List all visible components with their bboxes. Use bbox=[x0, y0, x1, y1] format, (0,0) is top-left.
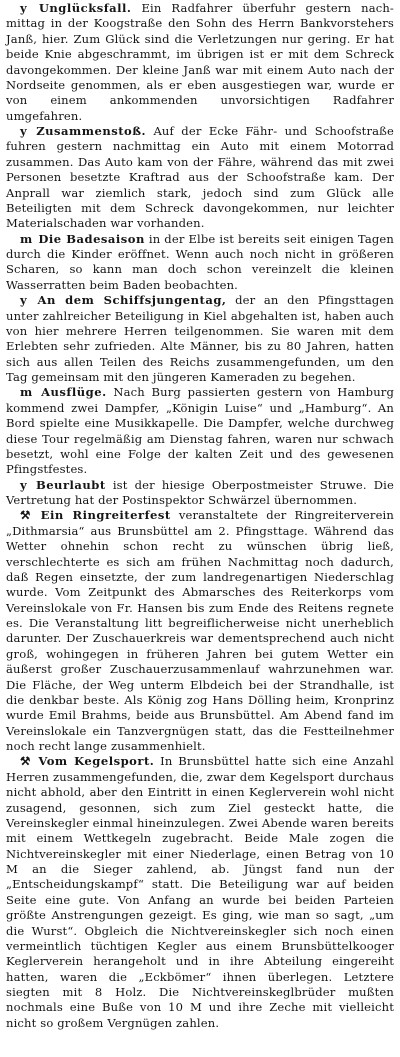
article-body: in der Elbe ist bereits seit einigen Tagen durch die Kinder eröffnet. Wenn auch noch nicht in größeren Scharen, so kann man doch schon vereinzelt die kleinen Wasserratten beim Baden beobachten. bbox=[6, 231, 395, 292]
article-ausfluege bbox=[6, 385, 394, 477]
article-ringreiterfest bbox=[6, 508, 394, 754]
article-headline: Vom Kegelsport. bbox=[38, 754, 155, 769]
article-body: Nach Burg passierten gestern von Hamburg kommend zwei Dampfer, „Königin Luise“ und „Hamburg“. An Bord spielte eine Musikkapelle. Die Dampfer, welche durchweg diese Tour regelmäßig am Dienstag fahren, waren nur schwach besetzt, wohl eine Folge der kalten Zeit und des gewesenen Pfingstfestes. bbox=[6, 385, 394, 477]
article-body: veranstaltete der Ringreiterverein „Dithmarsia“ aus Brunsbüttel am 2. Pfingsttage. Während das Wetter ohnehin schon recht zu wünschen übrig ließ, verschlechterte es sich am frühen Nachmittag noch dadurch, daß Regen einsetzte, der zum landregenartigen Niederschlag wurde. Vom Zeitpunkt des Abmarsches des Reiterkorps vom Vereinslokale von Fr. Hansen bis zum Ende des Reitens regnete es. Die Veranstaltung litt begreiflicherweise nicht unerheblich darunter. Der Zuschauerkreis war dementsprechend auch nicht groß, wohingegen in früheren Jahren bei gutem Wetter ein äußerst großer Zuschauerzusammenlauf wahrzunehmen war. Die Fläche, der Weg unterm Elbdeich bei der Strandhalle, ist die denkbar beste. Als König zog Hans Dölling heim, Kronprinz wurde Emil Brahms, beide aus Brunsbüttel. Am Abend fand im Vereinslokale ein Tanzvergnügen statt, das die Festteilnehmer noch recht lange zusammenhielt. bbox=[6, 508, 394, 753]
article-badesaison bbox=[6, 232, 394, 294]
article-body: In Brunsbüttel hatte sich eine Anzahl Herren zusammengefunden, die, zwar dem Kegelsport durchaus nicht abhold, aber den Eintritt in einen Keglerverein wohl nicht zusagend, gesonnen, sich zum Ziel gesteckt hatte, die Vereinskegler einmal hineinzulegen. Zwei Abende waren bereits mit einem Wettkegeln zugebracht. Beide Male zogen die Nichtvereinskegler mit einer Niederlage, einen Betrag von 10 M an die Sieger zahlend, ab. Jüngst fand nun der „Entscheidungskampf“ statt. Die Beteiligung war auf beiden Seite eine gute. Von Anfang an wurde bei beiden Parteien größte Anstrengungen gezeigt. Es ging, wie man so sagt, „um die Wurst“. Obgleich die Nichtvereinskegler sich noch einen vermeintlich tüchtigen Kegler aus einem Brunsbüttelkooger Keglerverein herangeholt und in ihre Abteilung eingereiht hatten, waren die „Eckbömer“ ihnen überlegen. Letztere siegten mit 8 Holz. Die Nichtvereinskeglbrüder mußten nochmals eine Buße von 10 M und ihre Zeche mit vielleicht nicht so großem Vergnügen zahlen. bbox=[6, 754, 395, 1030]
article-schiffsjungentag bbox=[6, 293, 394, 385]
article-headline: An dem Schiffsjungentag, bbox=[37, 293, 227, 308]
article-headline: Ein Ringreiterfest bbox=[40, 508, 171, 523]
article-headline: Die Badesaison bbox=[38, 231, 145, 246]
article-marker: y bbox=[20, 124, 27, 138]
article-marker: y bbox=[20, 1, 27, 15]
hammer-icon: ⚒ bbox=[20, 754, 31, 769]
article-zusammenstoss bbox=[6, 124, 394, 232]
article-body: Ein Radfahrer überfuhr gestern nach-mittag in der Koogstraße den Sohn des Herrn Bankvorstehers Janß, hier. Zum Glück sind die Verletzungen nur gering. Er hat beide Knie abgeschrammt, im übrigen ist er mit dem Schreck davongekommen. Der kleine Janß war mit einem Auto nach der Nordseite genommen, als er eben ausgestiegen war, wurde er von einem ankommenden unvorsichtigen Radfahrer umgefahren. bbox=[6, 1, 394, 123]
article-headline: Zusammenstoß. bbox=[36, 124, 147, 138]
article-marker: y bbox=[20, 293, 27, 308]
article-body: ist der hiesige Oberpostmeister Struwe. Die Vertretung hat der Postinspektor Schwärzel übernommen. bbox=[6, 477, 394, 507]
article-kegelsport bbox=[6, 754, 394, 1031]
article-headline: Beurlaubt bbox=[35, 477, 106, 492]
article-marker: m bbox=[20, 385, 33, 400]
article-marker: m bbox=[20, 231, 33, 246]
article-headline: Ausflüge. bbox=[41, 385, 107, 400]
hammer-icon: ⚒ bbox=[20, 508, 31, 523]
article-beurlaubt bbox=[6, 478, 394, 509]
article-unfall bbox=[6, 1, 394, 124]
newspaper-column bbox=[6, 0, 394, 1031]
article-headline: Unglücksfall. bbox=[38, 1, 132, 15]
article-body: Auf der Ecke Fähr- und Schoofstraße fuhren gestern nachmittag ein Auto mit einem Motorrad zusammen. Das Auto kam von der Fähre, während das mit zwei Personen besetzte Kraftrad aus der Schoofstraße kam. Der Anprall war ziemlich stark, jedoch sind zum Glück alle Beteiligten mit dem Schreck davongekommen, nur leichter Materialschaden war vorhanden. bbox=[6, 124, 395, 231]
article-body: der an den Pfingsttagen unter zahlreicher Beteiligung in Kiel abgehalten ist, haben auch von hier mehrere Herren teilgenommen. Sie waren mit dem Erlebten sehr zufrieden. Alte Männer, bis zu 80 Jahren, hatten sich aus allen Teilen des Reichs zusammengefunden, um den Tag gemeinsam mit den jüngeren Kameraden zu begehen. bbox=[6, 293, 395, 384]
article-marker: y bbox=[20, 477, 27, 492]
